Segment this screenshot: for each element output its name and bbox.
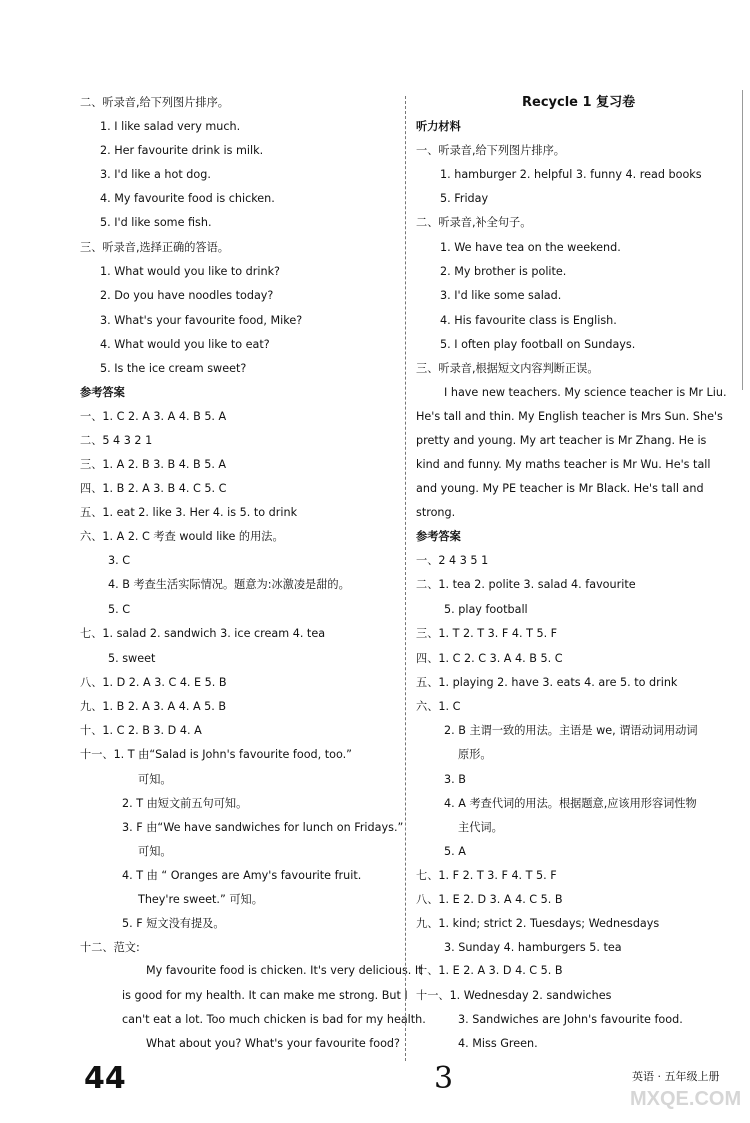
right-line: 5. play football	[444, 603, 528, 616]
right-line: 4. Miss Green.	[458, 1037, 538, 1050]
left-line: 1. I like salad very much.	[100, 120, 241, 133]
left-line: 可知。	[138, 773, 172, 786]
right-line: 二、1. tea 2. polite 3. salad 4. favourite	[416, 578, 636, 591]
right-line: 5. Friday	[440, 192, 489, 205]
right-line: 一、听录音,给下列图片排序。	[416, 144, 565, 157]
left-line: 十一、1. T 由“Salad is John's favourite food, too.”	[80, 748, 352, 761]
right-line: 四、1. C 2. C 3. A 4. B 5. C	[416, 652, 563, 665]
left-line: 2. Her favourite drink is milk.	[100, 144, 264, 157]
watermark: MXQE.COM	[630, 1088, 742, 1110]
left-line: They're sweet.” 可知。	[138, 893, 263, 906]
page-number: 44	[84, 1061, 126, 1096]
left-line: 九、1. B 2. A 3. A 4. A 5. B	[80, 700, 227, 713]
right-line: kind and funny. My maths teacher is Mr Wu. He's tall	[416, 458, 711, 471]
left-line: 5. I'd like some fish.	[100, 216, 212, 229]
right-line: 2. My brother is polite.	[440, 265, 567, 278]
right-line: 七、1. F 2. T 3. F 4. T 5. F	[416, 869, 557, 882]
right-line: I have new teachers. My science teacher is Mr Liu.	[444, 386, 727, 399]
right-line: pretty and young. My art teacher is Mr Zhang. He is	[416, 434, 707, 447]
left-line: 5. F 短文没有提及。	[122, 917, 225, 930]
left-line: 十二、范文:	[80, 941, 140, 954]
right-line: 一、2 4 3 5 1	[416, 554, 489, 567]
left-line: 二、5 4 3 2 1	[80, 434, 153, 447]
left-line: 八、1. D 2. A 3. C 4. E 5. B	[80, 676, 227, 689]
right-line: 三、1. T 2. T 3. F 4. T 5. F	[416, 627, 558, 640]
left-line: is good for my health. It can make me strong. But I	[122, 989, 408, 1002]
page-edge-line	[742, 90, 743, 390]
right-line: 3. Sandwiches are John's favourite food.	[458, 1013, 683, 1026]
left-line: 3. F 由“We have sandwiches for lunch on Fridays.”	[122, 821, 404, 834]
right-line: 3. I'd like some salad.	[440, 289, 562, 302]
left-line: 5. C	[108, 603, 131, 616]
left-line: 三、1. A 2. B 3. B 4. B 5. A	[80, 458, 227, 471]
left-line: 参考答案	[80, 386, 125, 399]
right-line: strong.	[416, 506, 456, 519]
left-line: 2. T 由短文前五句可知。	[122, 797, 248, 810]
section-title: Recycle 1 复习卷	[522, 95, 636, 110]
column-divider	[405, 96, 406, 1061]
right-line: and young. My PE teacher is Mr Black. He's tall and	[416, 482, 704, 495]
right-line: 听力材料	[416, 120, 461, 133]
left-line: 4. B 考查生活实际情况。题意为:冰激凌是甜的。	[108, 578, 350, 591]
left-line: 十、1. C 2. B 3. D 4. A	[80, 724, 202, 737]
right-line: 五、1. playing 2. have 3. eats 4. are 5. to drink	[416, 676, 678, 689]
left-line: 一、1. C 2. A 3. A 4. B 5. A	[80, 410, 227, 423]
left-line: 3. I'd like a hot dog.	[100, 168, 211, 181]
right-line: 二、听录音,补全句子。	[416, 216, 532, 229]
right-line: 3. B	[444, 773, 466, 786]
right-line: 1. hamburger 2. helpful 3. funny 4. read books	[440, 168, 702, 181]
left-line: 4. My favourite food is chicken.	[100, 192, 275, 205]
right-line: He's tall and thin. My English teacher is Mrs Sun. She's	[416, 410, 723, 423]
right-line: 六、1. C	[416, 700, 461, 713]
right-line: 4. A 考查代词的用法。根据题意,应该用形容词性物	[444, 797, 697, 810]
left-line: 二、听录音,给下列图片排序。	[80, 96, 229, 109]
left-line: 六、1. A 2. C 考查 would like 的用法。	[80, 530, 284, 543]
book-label: 英语 · 五年级上册	[632, 1070, 720, 1083]
right-line: 十、1. E 2. A 3. D 4. C 5. B	[416, 964, 563, 977]
left-line: 1. What would you like to drink?	[100, 265, 280, 278]
right-line: 主代词。	[458, 821, 503, 834]
right-line: 原形。	[458, 748, 492, 761]
right-line: 十一、1. Wednesday 2. sandwiches	[416, 989, 612, 1002]
handwritten-mark: 3	[434, 1061, 454, 1096]
left-line: 4. What would you like to eat?	[100, 338, 270, 351]
right-line: 5. I often play football on Sundays.	[440, 338, 636, 351]
right-line: 八、1. E 2. D 3. A 4. C 5. B	[416, 893, 563, 906]
left-line: My favourite food is chicken. It's very delicious. It	[146, 964, 423, 977]
right-line: 九、1. kind; strict 2. Tuesdays; Wednesdays	[416, 917, 660, 930]
left-line: 5. sweet	[108, 652, 156, 665]
left-line: 3. C	[108, 554, 131, 567]
left-line: 2. Do you have noodles today?	[100, 289, 274, 302]
left-line: 三、听录音,选择正确的答语。	[80, 241, 229, 254]
right-line: 3. Sunday 4. hamburgers 5. tea	[444, 941, 622, 954]
left-line: What about you? What's your favourite food?	[146, 1037, 400, 1050]
right-line: 5. A	[444, 845, 466, 858]
left-line: 3. What's your favourite food, Mike?	[100, 314, 303, 327]
right-line: 1. We have tea on the weekend.	[440, 241, 621, 254]
left-line: 七、1. salad 2. sandwich 3. ice cream 4. tea	[80, 627, 326, 640]
left-line: can't eat a lot. Too much chicken is bad for my health.	[122, 1013, 426, 1026]
right-line: 参考答案	[416, 530, 461, 543]
left-line: 可知。	[138, 845, 172, 858]
right-line: 4. His favourite class is English.	[440, 314, 617, 327]
left-line: 四、1. B 2. A 3. B 4. C 5. C	[80, 482, 227, 495]
left-line: 5. Is the ice cream sweet?	[100, 362, 247, 375]
right-line: 三、听录音,根据短文内容判断正误。	[416, 362, 599, 375]
left-line: 4. T 由 “ Oranges are Amy's favourite fruit.	[122, 869, 362, 882]
right-line: 2. B 主谓一致的用法。主语是 we, 谓语动词用动词	[444, 724, 698, 737]
left-line: 五、1. eat 2. like 3. Her 4. is 5. to drink	[80, 506, 298, 519]
